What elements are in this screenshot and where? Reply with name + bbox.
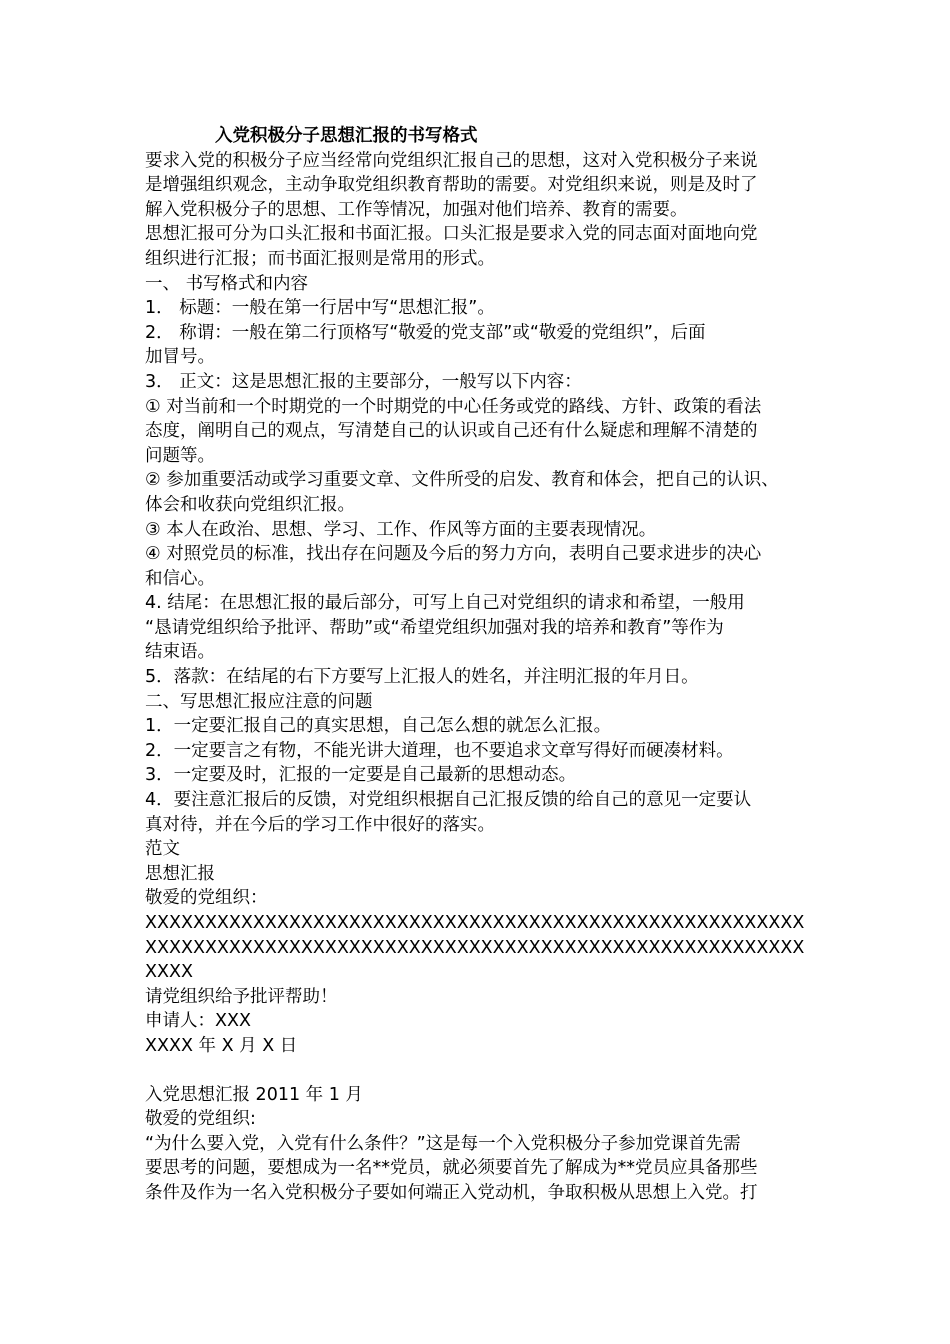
text-line: 2． 称谓：一般在第二行顶格写“敬爱的党支部”或“敬爱的党组织”，后面 xyxy=(145,322,706,343)
text-line: XXXXXXXXXXXXXXXXXXXXXXXXXXXXXXXXXXXXXXXXXXXXXXXXXXXXXXX xyxy=(145,913,805,933)
text-line: 1． 标题：一般在第一行居中写“思想汇报”。 xyxy=(145,298,495,319)
text-line: 敬爱的党组织： xyxy=(145,888,268,909)
text-line: 条件及作为一名入党积极分子要如何端正入党动机，争取积极从思想上入党。打 xyxy=(145,1182,758,1203)
text-line: 5．落款：在结尾的右下方要写上汇报人的姓名，并注明汇报的年月日。 xyxy=(145,667,699,688)
text-line: 请党组织给予批评帮助！ xyxy=(145,986,338,1007)
section-gap xyxy=(145,1059,825,1083)
text-line: 加冒号。 xyxy=(145,347,215,368)
text-line: ② 参加重要活动或学习重要文章、文件所受的启发、教育和体会，把自己的认识、 xyxy=(145,470,779,491)
text-line: 范文 xyxy=(145,839,180,860)
text-line: 2．一定要言之有物，不能光讲大道理，也不要追求文章写得好而硬凑材料。 xyxy=(145,740,734,761)
text-line: “恳请党组织给予批评、帮助”或“希望党组织加强对我的培养和教育”等作为 xyxy=(145,617,724,638)
text-line: XXXXXXXXXXXXXXXXXXXXXXXXXXXXXXXXXXXXXXXXXXXXXXXXXXXXXXX xyxy=(145,937,805,958)
text-line: 是增强组织观念，主动争取党组织教育帮助的需要。对党组织来说，则是及时了 xyxy=(145,175,758,196)
text-line: ④ 对照党员的标准，找出存在问题及今后的努力方向，表明自己要求进步的决心 xyxy=(145,544,762,565)
text-line: 3． 正文：这是思想汇报的主要部分，一般写以下内容： xyxy=(145,371,582,392)
text-line: 申请人：XXX xyxy=(145,1011,251,1032)
text-line: 要求入党的积极分子应当经常向党组织汇报自己的思想，这对入党积极分子来说 xyxy=(145,150,758,171)
text-line: 思想汇报可分为口头汇报和书面汇报。口头汇报是要求入党的同志面对面地向党 xyxy=(145,224,758,245)
text-line: 结束语。 xyxy=(145,642,215,663)
text-line: 态度，阐明自己的观点，写清楚自己的认识或自己还有什么疑虑和理解不清楚的 xyxy=(145,421,758,442)
text-line: XXXX 年 X 月 X 日 xyxy=(145,1035,298,1056)
text-line: ③ 本人在政治、思想、学习、工作、作风等方面的主要表现情况。 xyxy=(145,519,657,540)
text-line: 二、写思想汇报应注意的问题 xyxy=(145,691,373,712)
text-line: 问题等。 xyxy=(145,445,215,466)
text-line: 和信心。 xyxy=(145,568,215,589)
text-line: 组织进行汇报；而书面汇报则是常用的形式。 xyxy=(145,248,495,269)
text-line: 入党思想汇报 2011 年 1 月 xyxy=(145,1084,363,1105)
text-line: 解入党积极分子的思想、工作等情况，加强对他们培养、教育的需要。 xyxy=(145,199,688,220)
text-line: 一、 书写格式和内容 xyxy=(145,273,309,294)
text-line: 3．一定要及时，汇报的一定要是自己最新的思想动态。 xyxy=(145,765,577,786)
text-line: ① 对当前和一个时期党的一个时期党的中心任务或党的路线、方针、政策的看法 xyxy=(145,396,762,417)
text-line: 要思考的问题，要想成为一名**党员，就必须要首先了解成为**党员应具备那些 xyxy=(145,1158,758,1179)
text-line: 敬爱的党组织: xyxy=(145,1109,256,1130)
text-line: “为什么要入党，入党有什么条件？”这是每一个入党积极分子参加党课首先需 xyxy=(145,1133,741,1154)
text-line: 体会和收获向党组织汇报。 xyxy=(145,494,355,515)
document-body xyxy=(145,149,825,1059)
text-line: 真对待，并在今后的学习工作中很好的落实。 xyxy=(145,814,495,835)
document-page xyxy=(145,124,825,1206)
text-line: 思想汇报 xyxy=(145,863,215,884)
text-line: 1．一定要汇报自己的真实思想，自己怎么想的就怎么汇报。 xyxy=(145,716,612,737)
text-line: XXXX xyxy=(145,962,193,983)
document-title: 入党积极分子思想汇报的书写格式 xyxy=(215,126,478,146)
document-body-second xyxy=(145,1083,825,1206)
text-line: 4. 结尾：在思想汇报的最后部分，可写上自己对党组织的请求和希望，一般用 xyxy=(145,593,745,614)
text-line: 4．要注意汇报后的反馈，对党组织根据自己汇报反馈的给自己的意见一定要认 xyxy=(145,790,752,811)
